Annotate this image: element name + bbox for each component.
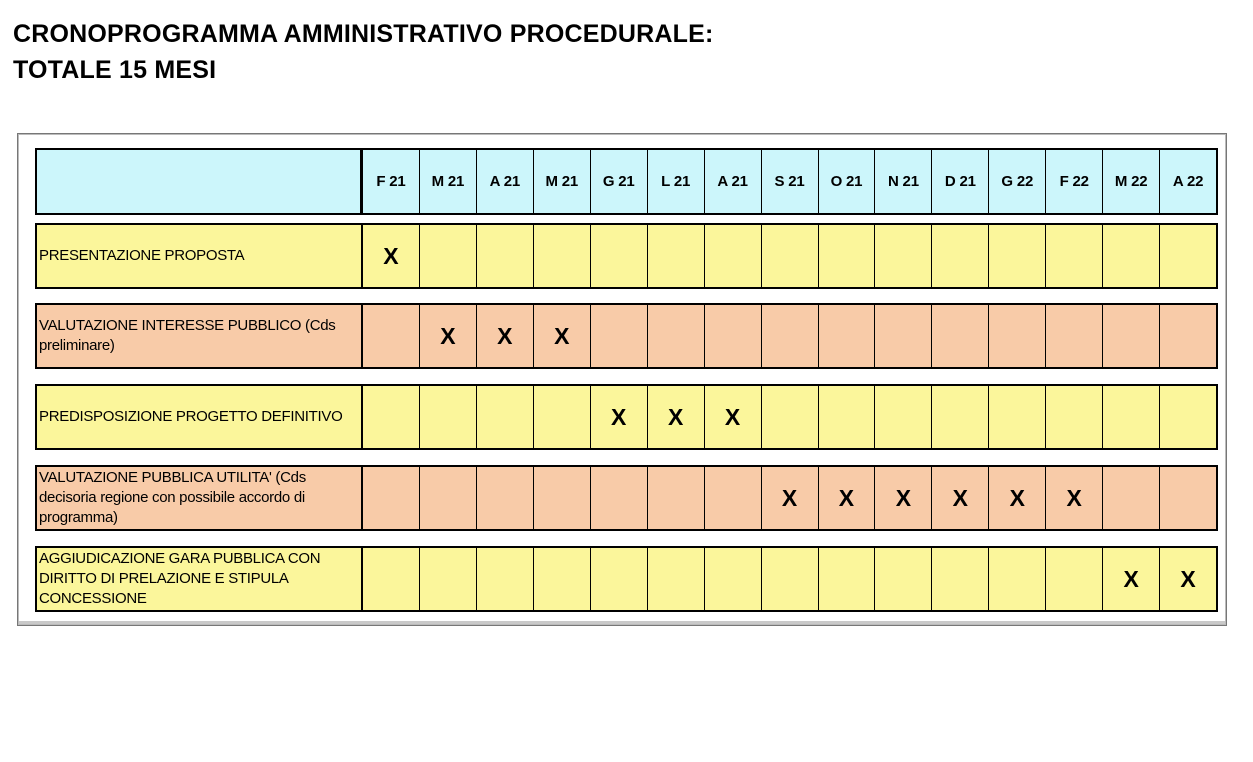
- activity-label: AGGIUDICAZIONE GARA PUBBLICA CON DIRITTO DI PRELAZIONE E STIPULA CONCESSIONE: [37, 548, 363, 610]
- schedule-cell: [648, 548, 705, 610]
- schedule-cell: [1103, 386, 1160, 448]
- schedule-cell: X: [762, 467, 819, 529]
- schedule-cell: [932, 548, 989, 610]
- month-header: O 21: [819, 150, 876, 213]
- schedule-cell: [932, 386, 989, 448]
- month-header: M 21: [534, 150, 591, 213]
- schedule-cell: [989, 305, 1046, 367]
- schedule-cell: [534, 548, 591, 610]
- month-header: G 22: [989, 150, 1046, 213]
- schedule-cell: X: [591, 386, 648, 448]
- schedule-cell: [1160, 305, 1216, 367]
- schedule-cell: [1103, 225, 1160, 287]
- schedule-cell: [762, 305, 819, 367]
- schedule-cell: [932, 305, 989, 367]
- schedule-cell: [648, 305, 705, 367]
- month-header: D 21: [932, 150, 989, 213]
- month-header: S 21: [762, 150, 819, 213]
- schedule-cell: [477, 467, 534, 529]
- month-header: F 21: [363, 150, 420, 213]
- month-header: N 21: [875, 150, 932, 213]
- schedule-cell: [1160, 225, 1216, 287]
- schedule-cell: [1103, 467, 1160, 529]
- schedule-row: [35, 223, 1218, 289]
- schedule-cell: [819, 386, 876, 448]
- schedule-cell: [534, 467, 591, 529]
- schedule-cell: [1046, 386, 1103, 448]
- schedule-cell: [875, 548, 932, 610]
- schedule-cell: [420, 467, 477, 529]
- schedule-cell: [1046, 225, 1103, 287]
- schedule-cell: X: [932, 467, 989, 529]
- schedule-cell: [819, 225, 876, 287]
- page-title-line-1: CRONOPROGRAMMA AMMINISTRATIVO PROCEDURALE:: [13, 20, 714, 48]
- schedule-cell: [989, 548, 1046, 610]
- schedule-cell: [875, 225, 932, 287]
- schedule-cell: [477, 548, 534, 610]
- schedule-cell: [1046, 305, 1103, 367]
- month-header: A 21: [477, 150, 534, 213]
- activity-label: VALUTAZIONE INTERESSE PUBBLICO (Cds preliminare): [37, 305, 363, 367]
- schedule-cell: X: [1180, 565, 1196, 592]
- schedule-cell: [1103, 305, 1160, 367]
- schedule-cell: [1046, 548, 1103, 610]
- month-header: G 21: [591, 150, 648, 213]
- schedule-cell: X: [477, 305, 534, 367]
- schedule-cell: [705, 467, 762, 529]
- schedule-cell: [989, 225, 1046, 287]
- schedule-cell: X: [989, 467, 1046, 529]
- month-header: A 21: [705, 150, 762, 213]
- activity-label: PRESENTAZIONE PROPOSTA: [37, 225, 363, 287]
- schedule-cell: [648, 467, 705, 529]
- schedule-cell: X: [420, 305, 477, 367]
- schedule-cell: X: [875, 467, 932, 529]
- month-header: L 21: [648, 150, 705, 213]
- schedule-cell: [591, 225, 648, 287]
- schedule-cell: [477, 225, 534, 287]
- schedule-cell: X: [648, 386, 705, 448]
- schedule-cell: [875, 305, 932, 367]
- month-header: F 22: [1046, 150, 1103, 213]
- activity-label: PREDISPOSIZIONE PROGETTO DEFINITIVO: [37, 386, 363, 448]
- schedule-cell: X: [1046, 467, 1103, 529]
- schedule-cell: [705, 225, 762, 287]
- header-label-cell: [37, 150, 363, 213]
- schedule-cell: [1160, 386, 1216, 448]
- schedule-cell: X: [1103, 548, 1160, 610]
- schedule-cell: [762, 225, 819, 287]
- schedule-cell: [477, 386, 534, 448]
- schedule-cell: [591, 305, 648, 367]
- schedule-cell: [591, 548, 648, 610]
- schedule-cell: [363, 386, 420, 448]
- schedule-cell: [420, 386, 477, 448]
- schedule-cell: X: [363, 225, 420, 287]
- schedule-cell: [420, 548, 477, 610]
- schedule-cell: [819, 548, 876, 610]
- schedule-cell: [762, 548, 819, 610]
- schedule-header-row: [35, 148, 1218, 215]
- page-title: [13, 16, 714, 88]
- schedule-cell: [363, 548, 420, 610]
- schedule-cell: [534, 386, 591, 448]
- schedule-cell: [363, 467, 420, 529]
- month-header: M 22: [1103, 150, 1160, 213]
- schedule-cell: [705, 548, 762, 610]
- schedule-cell: [363, 305, 420, 367]
- schedule-cell: [989, 386, 1046, 448]
- month-header: M 21: [420, 150, 477, 213]
- schedule-cell: [762, 386, 819, 448]
- schedule-cell: [648, 225, 705, 287]
- schedule-cell: [1160, 467, 1216, 529]
- schedule-row: [35, 303, 1218, 369]
- schedule-row: [35, 465, 1218, 531]
- schedule-cell: X: [819, 467, 876, 529]
- schedule-cell: [534, 225, 591, 287]
- schedule-cell: [705, 305, 762, 367]
- month-header: A 22: [1172, 173, 1204, 190]
- activity-label: VALUTAZIONE PUBBLICA UTILITA' (Cds decisoria regione con possibile accordo di programma): [37, 467, 363, 529]
- schedule-cell: [420, 225, 477, 287]
- schedule-row: [35, 384, 1218, 450]
- schedule-cell: [819, 305, 876, 367]
- schedule-cell: [875, 386, 932, 448]
- page-title-line-2: TOTALE 15 MESI: [13, 56, 217, 84]
- schedule-row: [35, 546, 1218, 612]
- schedule-cell: [591, 467, 648, 529]
- schedule-cell: X: [705, 386, 762, 448]
- schedule-cell: X: [534, 305, 591, 367]
- schedule-cell: [932, 225, 989, 287]
